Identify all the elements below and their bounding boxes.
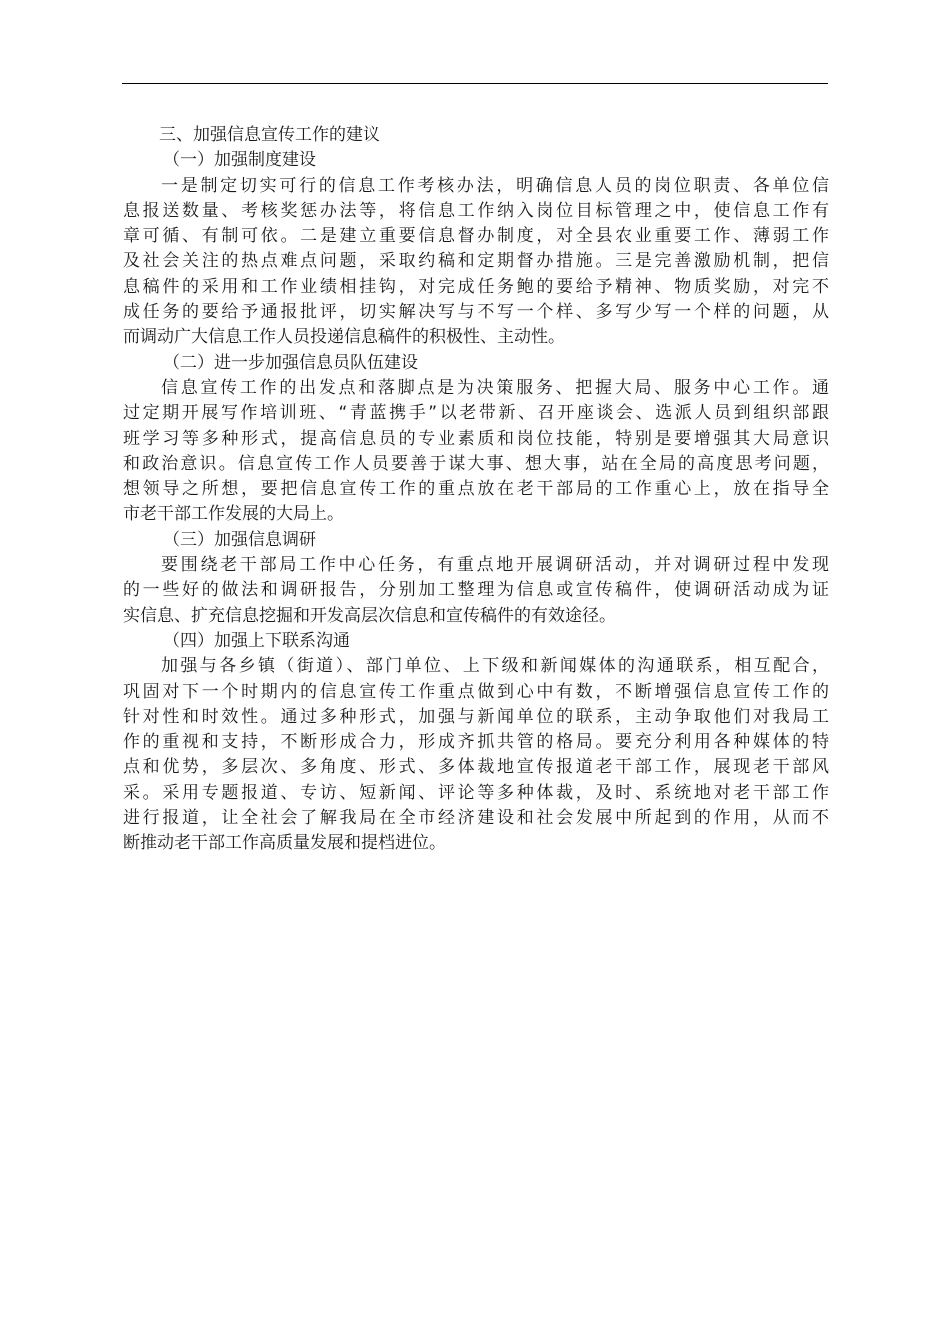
paragraph-line: 加强与各乡镇（街道）、部门单位、上下级和新闻媒体的沟通联系，相互配合， bbox=[161, 656, 829, 677]
paragraph-line: 信息宣传工作的出发点和落脚点是为决策服务、把握大局、服务中心工作。通 bbox=[161, 377, 829, 398]
paragraph-line: 要围绕老干部局工作中心任务，有重点地开展调研活动，并对调研过程中发现 bbox=[161, 555, 829, 576]
paragraph-line: 过定期开展写作培训班、“青蓝携手”以老带新、召开座谈会、选派人员到组织部跟 bbox=[123, 403, 829, 424]
paragraph-line: 作的重视和支持，不断形成合力，形成齐抓共管的格局。要充分利用各种媒体的特 bbox=[123, 732, 829, 753]
paragraph-line: 进行报道，让全社会了解我局在全市经济建设和社会发展中所起到的作用，从而不 bbox=[123, 808, 829, 829]
paragraph-line: 及社会关注的热点难点问题，采取约稿和定期督办措施。三是完善激励机制，把信 bbox=[123, 251, 829, 272]
paragraph-3 bbox=[123, 553, 829, 629]
section-title: 三、加强信息宣传工作的建议 bbox=[159, 125, 380, 145]
paragraph-line: 成任务的要给予通报批评，切实解决写与不写一个样、多写少写一个样的问题，从 bbox=[123, 302, 829, 323]
paragraph-line: 和政治意识。信息宣传工作人员要善于谋大事、想大事，站在全局的高度思考问题， bbox=[123, 453, 829, 474]
paragraph-line: 的一些好的做法和调研报告，分别加工整理为信息或宣传稿件，使调研活动成为证 bbox=[123, 580, 829, 601]
header-rule bbox=[122, 83, 828, 84]
paragraph-line: 实信息、扩充信息挖掘和开发高层次信息和宣传稿件的有效途径。 bbox=[123, 605, 616, 626]
paragraph-line: 采。采用专题报道、专访、短新闻、评论等多种体裁，及时、系统地对老干部工作 bbox=[123, 782, 829, 803]
paragraph-line: 班学习等多种形式，提高信息员的专业素质和岗位技能，特别是要增强其大局意识 bbox=[123, 428, 829, 449]
paragraph-line: 点和优势，多层次、多角度、形式、多体裁地宣传报道老干部工作，展现老干部风 bbox=[123, 757, 829, 778]
paragraph-line: 章可循、有制可依。二是建立重要信息督办制度，对全县农业重要工作、薄弱工作 bbox=[123, 226, 829, 247]
paragraph-line: 针对性和时效性。通过多种形式，加强与新闻单位的联系，主动争取他们对我局工 bbox=[123, 706, 829, 727]
paragraph-line: 断推动老干部工作高质量发展和提档进位。 bbox=[123, 833, 446, 854]
paragraph-2 bbox=[123, 376, 829, 528]
document-body bbox=[123, 123, 829, 857]
subsection-heading-3: （三）加强信息调研 bbox=[163, 529, 316, 550]
paragraph-line: 息报送数量、考核奖惩办法等，将信息工作纳入岗位目标管理之中，使信息工作有 bbox=[123, 200, 829, 221]
subsection-heading-2: （二）进一步加强信息员队伍建设 bbox=[163, 352, 418, 373]
paragraph-line: 想领导之所想，要把信息宣传工作的重点放在老干部局的工作重心上，放在指导全 bbox=[123, 479, 829, 500]
paragraph-line: 而调动广大信息工作人员投递信息稿件的积极性、主动性。 bbox=[123, 327, 565, 348]
paragraph-line: 息稿件的采用和工作业绩相挂钩，对完成任务鲍的要给予精神、物质奖励，对完不 bbox=[123, 276, 829, 297]
paragraph-4 bbox=[123, 654, 829, 856]
paragraph-line: 一是制定切实可行的信息工作考核办法，明确信息人员的岗位职责、各单位信 bbox=[161, 175, 829, 196]
paragraph-line: 市老干部工作发展的大局上。 bbox=[123, 504, 344, 525]
paragraph-1 bbox=[123, 174, 829, 351]
subsection-heading-4: （四）加强上下联系沟通 bbox=[163, 630, 350, 651]
paragraph-line: 巩固对下一个时期内的信息宣传工作重点做到心中有数，不断增强信息宣传工作的 bbox=[123, 681, 829, 702]
subsection-heading-1: （一）加强制度建设 bbox=[163, 150, 316, 171]
